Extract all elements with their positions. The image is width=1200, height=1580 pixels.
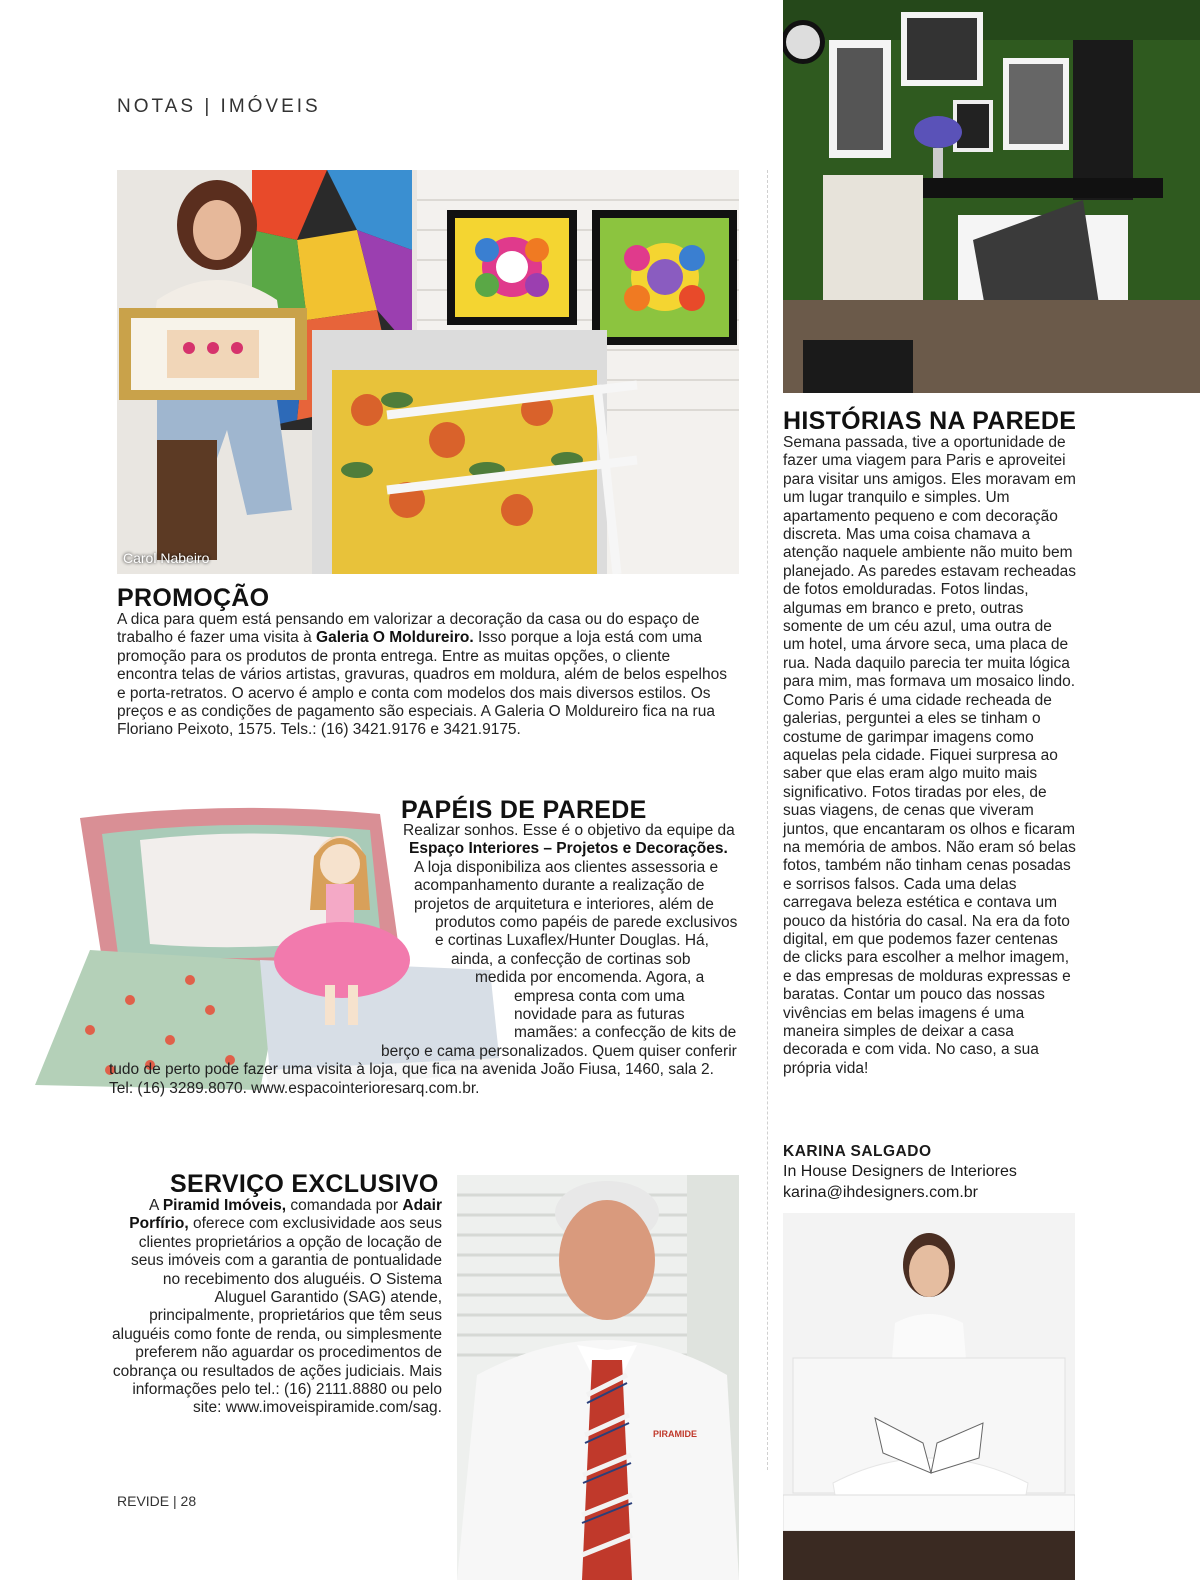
shirt-logo: PIRAMIDE bbox=[653, 1429, 698, 1439]
promocao-body: A dica para quem está pensando em valorizar a decoração da casa ou do espaço de trabalho é fazer uma visita à Galeria O Moldureiro. Isso porque a loja está com uma promoção para os produtos de pronta entrega. Entre as muitas opções, o cliente encontra telas de vários artistas, gravuras, quadros em moldura, além de belos espelhos e porta-retratos. O acervo é amplo e conta com modelos dos mais diversos estilos. Os preços e as condições de pagamento são especiais. A Galeria O Moldureiro fica na rua Floriano Peixoto, 1575. Tels.: (16) 3421.9176 e 3421.9175. bbox=[117, 611, 727, 739]
section-label: NOTAS | IMÓVEIS bbox=[117, 96, 321, 117]
adair-portrait-photo bbox=[457, 1175, 739, 1580]
photo-credit: Carol Nabeiro bbox=[123, 550, 210, 566]
promocao-title: PROMOÇÃO bbox=[117, 584, 270, 612]
green-room-illustration bbox=[783, 0, 1200, 393]
gallery-photo-illustration bbox=[117, 170, 739, 574]
author-name: KARINA SALGADO bbox=[783, 1143, 932, 1160]
espaco-interiores-name: Espaço Interiores – Projetos e Decorações. bbox=[409, 840, 728, 858]
adair-portrait-illustration bbox=[457, 1175, 739, 1580]
gallery-photo bbox=[117, 170, 739, 574]
historias-body: Semana passada, tive a oportunidade de fazer uma viagem para Paris e aproveitei para visitar uns amigos. Eles moravam em um lugar tranquilo e simples. Um apartamento pequeno e com decoração discreta. Mas uma coisa chamava a atenção naquele ambiente não muito bem planejado. As paredes estavam recheadas de fotos emolduradas. Fotos lindas, algumas em branco e preto, outras somente de um céu azul, uma outra de um hotel, uma árvore seca, uma placa de rua. Nada daquilo parecia ter muita lógica para mim, mas formava um mosaico lindo. Como Paris é uma cidade recheada de galerias, perguntei a eles se tinham o costume de garimpar imagens como aquelas pela cidade. Fiquei surpresa ao saber que elas eram algo muito mais significativo. Fotos tiradas por eles, de suas viagens, de cenas que viveram juntos, que encantaram os olhos e ficaram na memória de ambos. Não eram só belas fotos, também não tinham cenas posadas e sorrisos falsos. Cada uma delas carregava beleza estética e contava um pouco da história do casal. Na era da foto digital, em que podemos fazer centenas de clicks para escolher a melhor imagem, e das empresas de molduras expressas e baratas. Contar um pouco das nossas vivências em belas imagens é uma maneira simples de deixar a casa decorada e com vida. No caso, a sua própria vida! bbox=[783, 434, 1076, 1077]
piramid-name: Piramid Imóveis, bbox=[162, 1197, 287, 1214]
author-company: In House Designers de Interiores bbox=[783, 1163, 1017, 1180]
servico-title: SERVIÇO EXCLUSIVO bbox=[170, 1170, 439, 1198]
karina-portrait-photo bbox=[783, 1213, 1075, 1580]
servico-body: A Piramid Imóveis, comandada por Adair Porfírio, oferece com exclusividade aos seus clientes proprietários a opção de locação de seus imóveis com a garantia de pontualidade no recebimento dos aluguéis. O Sistema Aluguel Garantido (SAG) atende, principalmente, proprietários que têm seus aluguéis como fonte de renda, ou simplesmente preferem não aguardar os procedimentos de cobrança ou resultados de ações judiciais. Mais informações pelo tel.: (16) 2111.8880 ou pelo site: www.imoveispiramide.com/sag. bbox=[112, 1197, 443, 1417]
page-footer: REVIDE | 28 bbox=[117, 1493, 197, 1509]
papeis-body: Realizar sonhos. Esse é o objetivo da equipe da Espaço Interiores – Projetos e Decorações. A loja disponibiliza aos clientes assessoria e acompanhamento durante a realização de projetos de arquitetura e interiores, além de produtos como papéis de parede exclusivos e cortinas Luxaflex/Hunter Douglas. Há, ainda, a confecção de cortinas sob medida por encomenda. Agora, a empresa conta com uma novidade para as futuras mamães: a confecção de kits de berço e cama personalizados. Quem quiser conferir tudo de perto pode fazer uma visita à loja, que fica na avenida João Fiusa, 1460, sala 2. Tel: (16) 3289.8070. www.espacointerioresarq.com.br. bbox=[109, 822, 738, 1097]
author-email[interactable]: karina@ihdesigners.com.br bbox=[783, 1184, 978, 1201]
adair-name: Adair Porfírio, bbox=[129, 1197, 442, 1233]
papeis-title: PAPÉIS DE PAREDE bbox=[401, 796, 647, 824]
historias-title: HISTÓRIAS NA PAREDE bbox=[783, 407, 1077, 435]
green-room-photo bbox=[783, 0, 1200, 393]
column-divider bbox=[767, 170, 768, 1470]
karina-portrait-illustration bbox=[783, 1213, 1075, 1580]
galeria-name: Galeria O Moldureiro. bbox=[316, 629, 474, 647]
